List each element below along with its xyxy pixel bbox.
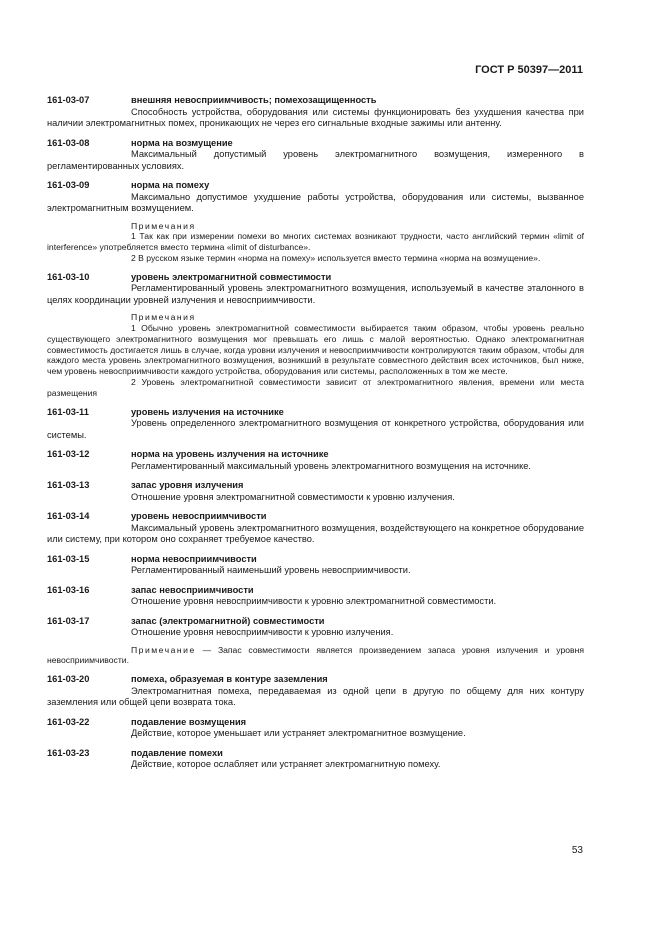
note-title: Примечание [131,644,196,655]
term-title: уровень излучения на источнике [131,406,284,417]
term-title: запас невосприимчивости [131,584,254,595]
term-title: помеха, образуемая в контуре заземления [131,674,328,685]
term-number: 161-03-08 [47,137,90,148]
note-item: 1 Обычно уровень электромагнитной совместимости выбирается таким образом, чтобы уровень реально существующего электромагнитного возмущения мог превышать его лишь с малой вероятностью. Однако электромагнитная совместимость достигается лишь в случае, когда уровни излучения и невосприимчивости контролируются таким образом, чтобы для каждого места уровень электромагнитного возмущения, возникший в результате совместного действия всех источников, был ниже, чем уровень невосприимчивости каждого устройства, оборудования или системы, расположенных в том же месте. [47,322,584,377]
term-entry [47,480,584,503]
term-definition: Максимальный уровень электромагнитного возмущения, воздействующего на конкретное оборудование или систему, при котором оно сохраняет требуемое качество. [47,522,584,545]
term-title: норма на возмущение [131,137,233,148]
term-entry [47,717,584,740]
term-number: 161-03-15 [47,553,90,564]
term-entry [47,138,584,173]
term-number: 161-03-20 [47,674,90,685]
term-definition: Отношение уровня невосприимчивости к уровню излучения. [131,627,394,638]
term-entry [47,180,584,264]
term-definition: Электромагнитная помеха, передаваемая из одной цепи в другую по общему для них контуру заземления или общей цепи возврата тока. [47,685,584,708]
term-entry [47,674,584,709]
page-number: 53 [571,845,583,856]
notes-title: Примечания [131,312,196,323]
notes-block [47,312,584,398]
notes-title: Примечания [131,220,196,231]
term-title: норма на помеху [131,180,210,190]
term-definition: Отношение уровня невосприимчивости к уровню электромагнитной совместимости. [131,596,497,607]
term-number: 161-03-09 [47,180,90,190]
term-entry [47,748,584,771]
term-title: норма на уровень излучения на источнике [131,449,329,460]
term-number: 161-03-14 [47,511,90,522]
term-definition: Регламентированный наименьший уровень невосприимчивости. [131,565,411,576]
term-definition: Действие, которое уменьшает или устраняет электромагнитное возмущение. [131,728,466,739]
term-definition: Максимально допустимое ухудшение работы устройства, оборудования или системы, вызванное электромагнитным возмущением. [47,191,584,213]
term-number: 161-03-10 [47,271,90,282]
term-definition: Действие, которое ослабляет или устраняет электромагнитную помеху. [131,759,441,770]
term-number: 161-03-23 [47,747,90,758]
term-entry [47,585,584,608]
note-item: 2 Уровень электромагнитной совместимости зависит от электромагнитного явления, времени или места размещения [47,376,584,398]
term-title: уровень невосприимчивости [131,511,267,522]
term-definition: Регламентированный уровень электромагнитного возмущения, используемый в качестве эталонного в целях координации уровней излучения и невосприимчивости. [47,283,584,305]
term-number: 161-03-13 [47,480,90,491]
term-number: 161-03-12 [47,449,90,460]
terms-list [47,95,584,779]
term-entry [47,95,584,130]
term-title: норма невосприимчивости [131,553,257,564]
term-number: 161-03-22 [47,716,90,727]
note-item: 2 В русском языке термин «норма на помеху» используется вместо термина «норма на возмущение». [131,252,541,263]
term-title: запас уровня излучения [131,480,244,491]
term-entry [47,407,584,442]
term-entry [47,449,584,472]
term-definition: Максимальный допустимый уровень электромагнитного возмущения, измеренного в регламентированных условиях. [47,149,584,171]
term-title: запас (электромагнитной) совместимости [131,615,325,626]
term-number: 161-03-11 [47,406,89,417]
note-block [47,645,584,667]
term-title: подавление возмущения [131,716,247,727]
term-title: уровень электромагнитной совместимости [131,271,332,282]
term-title: внешняя невосприимчивость; помехозащищенность [131,95,377,105]
term-definition: Регламентированный максимальный уровень электромагнитного возмущения на источнике. [131,460,532,471]
term-definition: Уровень определенного электромагнитного возмущения от конкретного устройства, оборудования или системы. [47,418,584,440]
note-text: — Запас совместимости является произведением запаса уровня излучения и уровня невосприимчивости. [47,644,584,666]
term-definition: Отношение уровня электромагнитной совместимости к уровню излучения. [131,491,455,502]
term-entry [47,272,584,399]
document-header: ГОСТ Р 50397—2011 [475,64,583,76]
term-title: подавление помехи [131,747,223,758]
term-entry [47,616,584,667]
note-item: 1 Так как при измерении помехи во многих системах возникают трудности, часто английский термин «limit of interference» употребляется вместо термина «limit of disturbance». [47,231,584,253]
term-number: 161-03-17 [47,615,90,626]
term-number: 161-03-07 [47,95,90,105]
notes-block [47,221,584,264]
term-entry [47,511,584,546]
term-entry [47,554,584,577]
term-number: 161-03-16 [47,584,90,595]
term-definition: Способность устройства, оборудования или системы функционировать без ухудшения качества при наличии электромагнитных помех, проникающих не через его сигнальные входные зажимы или антенну. [47,106,584,128]
